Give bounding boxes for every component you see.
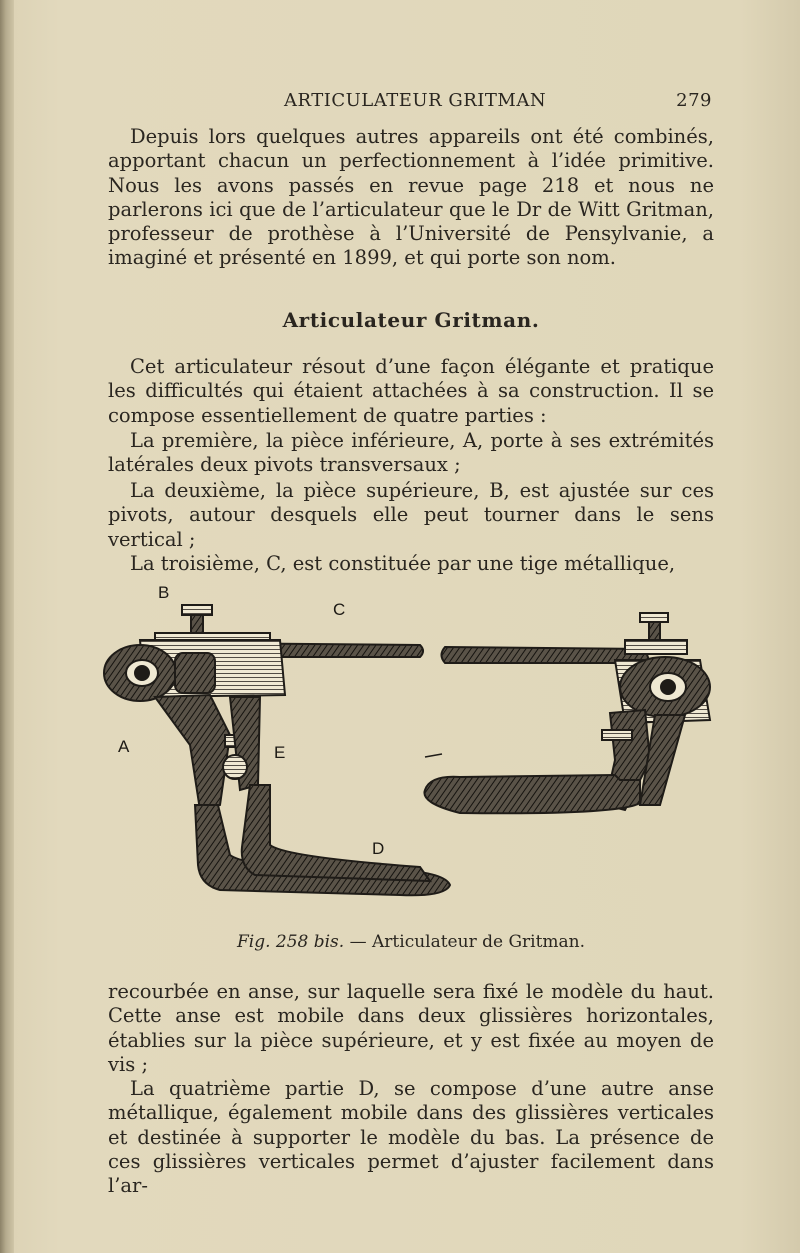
paragraph-6: La quatrième partie D, se compose d’une autre anse métallique, également mobile dans des glissières verticales et destinée à supporter le modèle du bas. La présence de ces glissières verticales permet d’ajuster facilement dans l’ar- bbox=[108, 1077, 714, 1198]
paragraph-4: La troisième, C, est constituée par une tige métallique, bbox=[130, 552, 676, 575]
running-head bbox=[108, 90, 712, 120]
figure-caption bbox=[108, 932, 714, 952]
figure-label-e: E bbox=[274, 743, 286, 762]
articulator-engraving bbox=[100, 585, 720, 925]
paragraph-5: recourbée en anse, sur laquelle sera fixé le modèle du haut. Cette anse est mobile dans deux glissières horizontales, établies sur la pièce supérieure, et y est fixée au moyen de vis ; bbox=[108, 980, 714, 1076]
figure-label-c: C bbox=[333, 600, 346, 619]
right-articulator bbox=[424, 613, 710, 813]
caption-text: Articulateur de Gritman. bbox=[372, 932, 586, 952]
paragraph-1: Cet articulateur résout d’une façon élégante et pratique les difficultés qui étaient attachées à sa construction. Il se compose essentiellement de quatre parties : bbox=[108, 355, 714, 427]
dash-marks bbox=[425, 754, 442, 757]
caption-separator: — bbox=[349, 932, 367, 952]
figure-articulator bbox=[100, 585, 720, 925]
figure-label-d: D bbox=[372, 839, 385, 858]
paragraph-3: La deuxième, la pièce supérieure, B, est ajustée sur ces pivots, autour desquels elle peut tourner dans le sens vertical ; bbox=[108, 479, 714, 551]
paragraph-intro: Depuis lors quelques autres appareils ont été combinés, apportant chacun un perfectionnement à l’idée primitive. Nous les avons passés en revue page 218 et nous ne parlerons ici que de l’articulateur que le Dr de Witt Gritman, professeur de prothèse à l’Université de Pensylvanie, a imaginé et présenté en 1899, et qui porte son nom. bbox=[108, 125, 714, 270]
page-number: 279 bbox=[676, 90, 712, 111]
figure-label-b: B bbox=[158, 583, 170, 602]
figure-label-a: A bbox=[118, 737, 130, 756]
paragraph-2: La première, la pièce inférieure, A, porte à ses extrémités latérales deux pivots transversaux ; bbox=[108, 429, 714, 477]
figure-number: Fig. 258 bis. bbox=[236, 932, 345, 952]
section-title: Articulateur Gritman. bbox=[282, 308, 540, 332]
running-title: ARTICULATEUR GRITMAN bbox=[284, 90, 547, 111]
book-binding-edge bbox=[0, 0, 14, 1253]
